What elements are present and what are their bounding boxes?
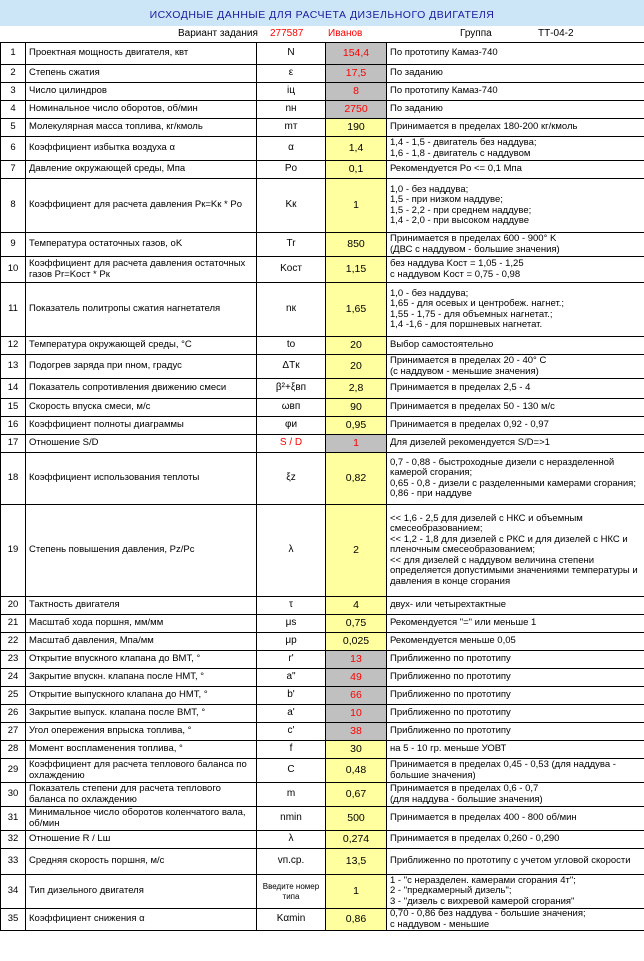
table-row xyxy=(1,669,644,687)
table-row xyxy=(1,101,644,119)
row-number: 7 xyxy=(1,161,26,179)
parameter-note: без наддува Kост = 1,05 - 1,25 с наддувом Kост = 0,75 - 0,98 xyxy=(387,257,644,283)
parameter-value[interactable]: 0,82 xyxy=(326,453,387,505)
row-number: 12 xyxy=(1,337,26,355)
parameter-note: По прототипу Камаз-740 xyxy=(387,83,644,101)
parameter-symbol: vп.ср. xyxy=(257,849,326,875)
parameter-value[interactable]: 66 xyxy=(326,687,387,705)
table-row xyxy=(1,283,644,337)
parameter-name: Коэффициент для расчета теплового баланса по охлаждению xyxy=(26,759,257,783)
parameter-symbol: β²+ξвп xyxy=(257,379,326,399)
parameter-name: Температура окружающей среды, °C xyxy=(26,337,257,355)
row-number: 27 xyxy=(1,723,26,741)
parameter-symbol: Kαmin xyxy=(257,909,326,931)
parameter-value[interactable]: 0,274 xyxy=(326,831,387,849)
row-number: 25 xyxy=(1,687,26,705)
parameter-name: Номинальное число оборотов, об/мин xyxy=(26,101,257,119)
parameter-symbol: ΔTк xyxy=(257,355,326,379)
parameter-note: Принимается в пределах 0,45 - 0,53 (для наддува - большие значения) xyxy=(387,759,644,783)
parameter-symbol: α xyxy=(257,137,326,161)
parameter-note: Принимается в пределах 600 - 900° K (ДВС с наддувом - большие значения) xyxy=(387,233,644,257)
parameter-symbol: μs xyxy=(257,615,326,633)
parameter-name: Масштаб хода поршня, мм/мм xyxy=(26,615,257,633)
row-number: 34 xyxy=(1,875,26,909)
row-number: 3 xyxy=(1,83,26,101)
row-number: 19 xyxy=(1,505,26,597)
parameter-name: Закрытие впускн. клапана после НМТ, ° xyxy=(26,669,257,687)
parameter-note: 0,7 - 0,88 - быстроходные дизели с неразделенной камерой сгорания; 0,65 - 0,8 - дизели с разделенными камерами сгорания; 0,86 - при наддуве xyxy=(387,453,644,505)
variant-row xyxy=(0,26,644,42)
parameter-note: Приближенно по прототипу xyxy=(387,705,644,723)
row-number: 8 xyxy=(1,179,26,233)
table-row xyxy=(1,597,644,615)
table-row xyxy=(1,435,644,453)
parameter-value[interactable]: 30 xyxy=(326,741,387,759)
row-number: 28 xyxy=(1,741,26,759)
parameter-note: Приближенно по прототипу с учетом угловой скорости xyxy=(387,849,644,875)
parameter-name: Показатель степени для расчета теплового баланса по охлаждению xyxy=(26,783,257,807)
parameter-symbol: S / D xyxy=(257,435,326,453)
row-number: 26 xyxy=(1,705,26,723)
variant-label: Вариант задания xyxy=(178,28,258,39)
parameter-name: Показатель политропы сжатия нагнетателя xyxy=(26,283,257,337)
parameter-note: Принимается в пределах 180-200 кг/кмоль xyxy=(387,119,644,137)
parameter-symbol: ωвп xyxy=(257,399,326,417)
table-row xyxy=(1,705,644,723)
parameter-symbol: iц xyxy=(257,83,326,101)
parameter-symbol: f xyxy=(257,741,326,759)
parameter-note: Принимается в пределах 0,260 - 0,290 xyxy=(387,831,644,849)
row-number: 11 xyxy=(1,283,26,337)
parameter-note: Рекомендуется "=" или меньше 1 xyxy=(387,615,644,633)
row-number: 2 xyxy=(1,65,26,83)
parameter-name: Открытие выпускного клапана до НМТ, ° xyxy=(26,687,257,705)
row-number: 31 xyxy=(1,807,26,831)
table-row xyxy=(1,453,644,505)
parameter-note: По прототипу Камаз-740 xyxy=(387,43,644,65)
parameter-value[interactable]: 500 xyxy=(326,807,387,831)
table-row xyxy=(1,83,644,101)
parameter-symbol: r' xyxy=(257,651,326,669)
parameter-symbol: λ xyxy=(257,831,326,849)
parameter-name: Закрытие выпуск. клапана после ВМТ, ° xyxy=(26,705,257,723)
table-row xyxy=(1,43,644,65)
parameter-name: Давление окружающей среды, Мпа xyxy=(26,161,257,179)
parameter-name: Показатель сопротивления движению смеси xyxy=(26,379,257,399)
parameter-value[interactable]: 154,4 xyxy=(326,43,387,65)
student-name: Иванов xyxy=(328,28,363,39)
table-row xyxy=(1,849,644,875)
parameter-name: Коэффициент полноты диаграммы xyxy=(26,417,257,435)
parameter-symbol: C xyxy=(257,759,326,783)
parameter-value[interactable]: 49 xyxy=(326,669,387,687)
table-row xyxy=(1,137,644,161)
table-row xyxy=(1,233,644,257)
parameter-value[interactable]: 10 xyxy=(326,705,387,723)
parameter-name: Степень повышения давления, Pz/Pc xyxy=(26,505,257,597)
parameter-value[interactable]: 90 xyxy=(326,399,387,417)
parameter-symbol: tо xyxy=(257,337,326,355)
parameter-name: Коэффициент снижения α xyxy=(26,909,257,931)
parameter-symbol: N xyxy=(257,43,326,65)
parameter-name: Момент воспламенения топлива, ° xyxy=(26,741,257,759)
table-row xyxy=(1,417,644,435)
parameter-value[interactable]: 0,48 xyxy=(326,759,387,783)
parameter-value[interactable]: 0,1 xyxy=(326,161,387,179)
parameter-name: Открытие впускного клапана до ВМТ, ° xyxy=(26,651,257,669)
parameter-value[interactable]: 8 xyxy=(326,83,387,101)
parameter-symbol: ε xyxy=(257,65,326,83)
group-value: ТТ-04-2 xyxy=(538,28,574,39)
parameter-name: Масштаб давления, Мпа/мм xyxy=(26,633,257,651)
group-label: Группа xyxy=(460,28,492,39)
parameter-note: Приближенно по прототипу xyxy=(387,723,644,741)
input-data-table xyxy=(0,42,644,931)
parameter-name: Тактность двигателя xyxy=(26,597,257,615)
parameter-symbol: φи xyxy=(257,417,326,435)
table-row xyxy=(1,505,644,597)
table-row xyxy=(1,783,644,807)
row-number: 16 xyxy=(1,417,26,435)
table-row xyxy=(1,687,644,705)
row-number: 20 xyxy=(1,597,26,615)
row-number: 24 xyxy=(1,669,26,687)
row-number: 4 xyxy=(1,101,26,119)
row-number: 21 xyxy=(1,615,26,633)
parameter-symbol: mт xyxy=(257,119,326,137)
table-row xyxy=(1,379,644,399)
parameter-symbol: nн xyxy=(257,101,326,119)
parameter-note: Выбор самостоятельно xyxy=(387,337,644,355)
table-row xyxy=(1,615,644,633)
parameter-value[interactable]: 0,67 xyxy=(326,783,387,807)
parameter-symbol: Kост xyxy=(257,257,326,283)
parameter-note: Приближенно по прототипу xyxy=(387,687,644,705)
row-number: 15 xyxy=(1,399,26,417)
table-row xyxy=(1,723,644,741)
parameter-symbol: nк xyxy=(257,283,326,337)
parameter-symbol: Tr xyxy=(257,233,326,257)
table-row xyxy=(1,633,644,651)
parameter-name: Угол опережения впрыска топлива, ° xyxy=(26,723,257,741)
parameter-symbol: nmin xyxy=(257,807,326,831)
parameter-name: Молекулярная масса топлива, кг/кмоль xyxy=(26,119,257,137)
parameter-value[interactable]: 1 xyxy=(326,179,387,233)
parameter-note: По заданию xyxy=(387,101,644,119)
page-title: ИСХОДНЫЕ ДАННЫЕ ДЛЯ РАСЧЕТА ДИЗЕЛЬНОГО ДВИГАТЕЛЯ xyxy=(0,0,644,26)
parameter-value[interactable]: 13,5 xyxy=(326,849,387,875)
table-row xyxy=(1,875,644,909)
row-number: 5 xyxy=(1,119,26,137)
table-row xyxy=(1,257,644,283)
table-row xyxy=(1,651,644,669)
row-number: 10 xyxy=(1,257,26,283)
parameter-symbol: a' xyxy=(257,705,326,723)
parameter-note: Принимается в пределах 0,6 - 0,7 (для наддува - большие значения) xyxy=(387,783,644,807)
parameter-note: Приближенно по прототипу xyxy=(387,669,644,687)
parameter-value[interactable]: 4 xyxy=(326,597,387,615)
row-number: 17 xyxy=(1,435,26,453)
parameter-name: Коэффициент для расчета давления остаточных газов Pr=Kост * Pк xyxy=(26,257,257,283)
row-number: 35 xyxy=(1,909,26,931)
parameter-note: Принимается в пределах 0,92 - 0,97 xyxy=(387,417,644,435)
parameter-value[interactable]: 0,75 xyxy=(326,615,387,633)
parameter-note: 1,0 - без наддува; 1,65 - для осевых и центробеж. нагнет.; 1,55 - 1,75 - для объемных нагнетат.; 1,4 -1,6 - для поршневых нагнетат. xyxy=(387,283,644,337)
table-row xyxy=(1,399,644,417)
variant-number: 277587 xyxy=(270,28,304,39)
parameter-name: Средняя скорость поршня, м/с xyxy=(26,849,257,875)
row-number: 33 xyxy=(1,849,26,875)
parameter-value[interactable]: 0,95 xyxy=(326,417,387,435)
row-number: 18 xyxy=(1,453,26,505)
table-row xyxy=(1,161,644,179)
parameter-value[interactable]: 2,8 xyxy=(326,379,387,399)
parameter-value[interactable]: 2750 xyxy=(326,101,387,119)
parameter-symbol: Kк xyxy=(257,179,326,233)
table-row xyxy=(1,65,644,83)
row-number: 14 xyxy=(1,379,26,399)
parameter-value[interactable]: 190 xyxy=(326,119,387,137)
parameter-name: Проектная мощность двигателя, квт xyxy=(26,43,257,65)
parameter-note: Для дизелей рекомендуется S/D=>1 xyxy=(387,435,644,453)
parameter-value[interactable]: 1 xyxy=(326,435,387,453)
parameter-value[interactable]: 1,65 xyxy=(326,283,387,337)
table-row xyxy=(1,831,644,849)
parameter-name: Коэффициент избытка воздуха α xyxy=(26,137,257,161)
parameter-name: Подогрев заряда при nном, градус xyxy=(26,355,257,379)
parameter-symbol: c' xyxy=(257,723,326,741)
parameter-value[interactable]: 850 xyxy=(326,233,387,257)
parameter-value[interactable]: 17,5 xyxy=(326,65,387,83)
parameter-note: на 5 - 10 гр. меньше УОВТ xyxy=(387,741,644,759)
parameter-name: Тип дизельного двигателя xyxy=(26,875,257,909)
parameter-note: Принимается в пределах 2,5 - 4 xyxy=(387,379,644,399)
parameter-note: 1 - "с неразделен. камерами сгорания 4т"; 2 - "предкамерный дизель"; 3 - "дизель с вихревой камерой сгорания" xyxy=(387,875,644,909)
parameter-name: Коэффициент использования теплоты xyxy=(26,453,257,505)
parameter-name: Коэффициент для расчета давления Pк=Kк * Pо xyxy=(26,179,257,233)
row-number: 1 xyxy=(1,43,26,65)
parameter-note: << 1,6 - 2,5 для дизелей с НКС и объемным смесеобразованием; << 1,2 - 1,8 для дизелей с РКС и для дизелей с НКС и пленочным смесеобразованием; << для дизелей с наддувом величина степени определяется допустимыми значениями температуры и давления в конце сгорания xyxy=(387,505,644,597)
parameter-note: 0,70 - 0,86 без наддува - большие значения; с наддувом - меньшие xyxy=(387,909,644,931)
parameter-note: двух- или четырехтактные xyxy=(387,597,644,615)
parameter-name: Отношение R / Lш xyxy=(26,831,257,849)
parameter-symbol: b' xyxy=(257,687,326,705)
parameter-value[interactable]: 13 xyxy=(326,651,387,669)
row-number: 6 xyxy=(1,137,26,161)
parameter-symbol: ξz xyxy=(257,453,326,505)
table-row xyxy=(1,119,644,137)
row-number: 30 xyxy=(1,783,26,807)
table-row xyxy=(1,337,644,355)
table-row xyxy=(1,909,644,931)
table-row xyxy=(1,807,644,831)
parameter-note: Принимается в пределах 400 - 800 об/мин xyxy=(387,807,644,831)
parameter-note: 1,0 - без наддува; 1,5 - при низком наддуве; 1,5 - 2,2 - при среднем наддуве; 1,4 - 2,0 - при высоком наддуве xyxy=(387,179,644,233)
table-row xyxy=(1,759,644,783)
parameter-value[interactable]: 38 xyxy=(326,723,387,741)
parameter-note: Принимается в пределах 20 - 40° C (с наддувом - меньшие значения) xyxy=(387,355,644,379)
parameter-note: По заданию xyxy=(387,65,644,83)
table-row xyxy=(1,355,644,379)
row-number: 29 xyxy=(1,759,26,783)
parameter-note: Рекомендуется Po <= 0,1 Мпа xyxy=(387,161,644,179)
row-number: 32 xyxy=(1,831,26,849)
table-row xyxy=(1,741,644,759)
row-number: 9 xyxy=(1,233,26,257)
parameter-symbol: Введите номер типа xyxy=(257,875,326,909)
parameter-name: Температура остаточных газов, оK xyxy=(26,233,257,257)
parameter-note: 1,4 - 1,5 - двигатель без наддува; 1,6 - 1,8 - двигатель с наддувом xyxy=(387,137,644,161)
parameter-symbol: Pо xyxy=(257,161,326,179)
table-row xyxy=(1,179,644,233)
parameter-value[interactable]: 0,86 xyxy=(326,909,387,931)
parameter-value[interactable]: 2 xyxy=(326,505,387,597)
parameter-name: Отношение S/D xyxy=(26,435,257,453)
parameter-value[interactable]: 20 xyxy=(326,337,387,355)
row-number: 22 xyxy=(1,633,26,651)
parameter-name: Минимальное число оборотов коленчатого вала, об/мин xyxy=(26,807,257,831)
row-number: 23 xyxy=(1,651,26,669)
parameter-value[interactable]: 1,15 xyxy=(326,257,387,283)
parameter-symbol: μр xyxy=(257,633,326,651)
parameter-value[interactable]: 0,025 xyxy=(326,633,387,651)
row-number: 13 xyxy=(1,355,26,379)
parameter-value[interactable]: 20 xyxy=(326,355,387,379)
parameter-symbol: λ xyxy=(257,505,326,597)
parameter-value[interactable]: 1,4 xyxy=(326,137,387,161)
parameter-value[interactable]: 1 xyxy=(326,875,387,909)
parameter-symbol: a" xyxy=(257,669,326,687)
parameter-name: Скорость впуска смеси, м/с xyxy=(26,399,257,417)
parameter-symbol: m xyxy=(257,783,326,807)
parameter-note: Рекомендуется меньше 0,05 xyxy=(387,633,644,651)
parameter-note: Приближенно по прототипу xyxy=(387,651,644,669)
parameter-note: Принимается в пределах 50 - 130 м/с xyxy=(387,399,644,417)
parameter-symbol: τ xyxy=(257,597,326,615)
parameter-name: Число цилиндров xyxy=(26,83,257,101)
parameter-name: Степень сжатия xyxy=(26,65,257,83)
